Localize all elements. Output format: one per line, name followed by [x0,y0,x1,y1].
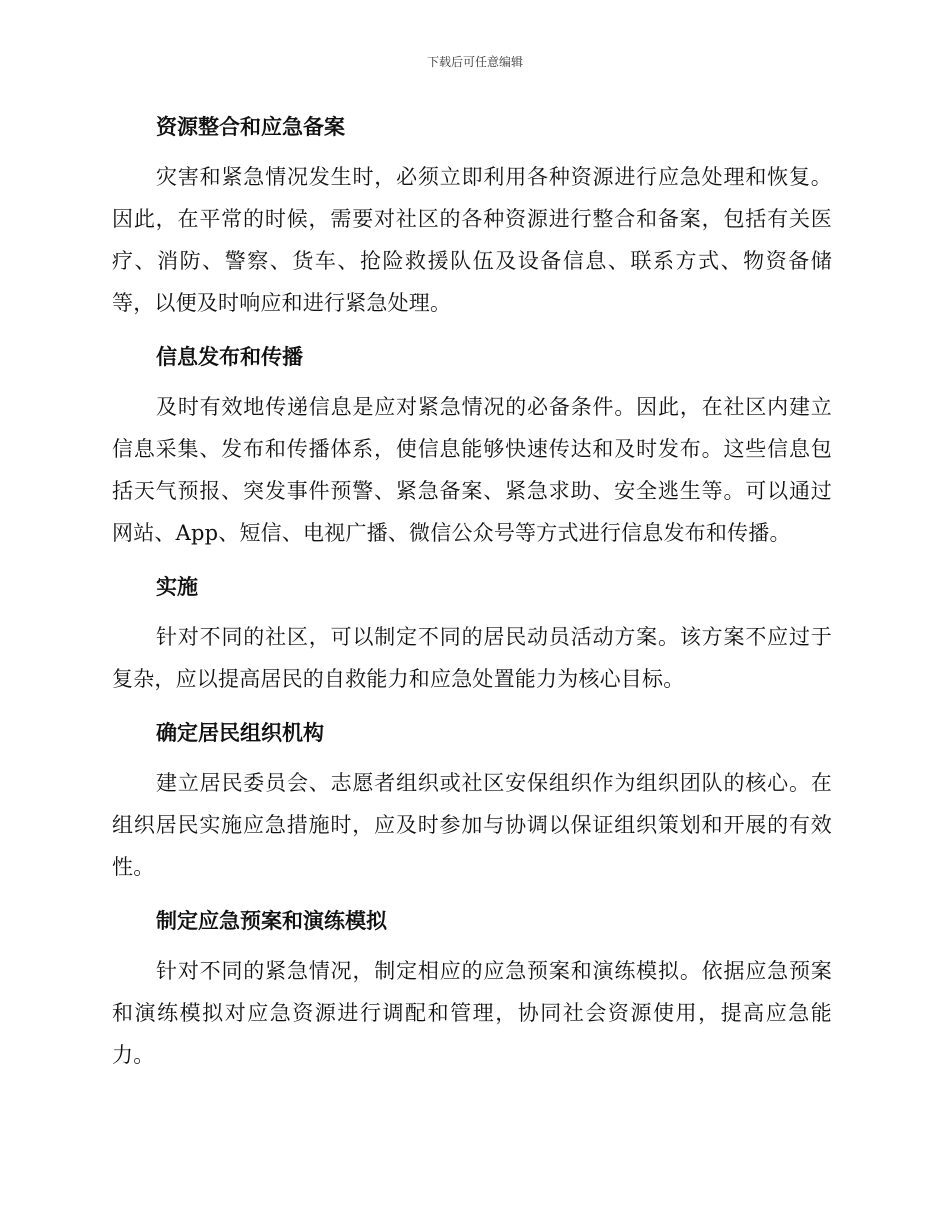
section-information-release [112,336,832,554]
section-paragraph: 针对不同的社区，可以制定不同的居民动员活动方案。该方案不应过于复杂，应以提高居民的自救能力和应急处置能力为核心目标。 [112,625,832,691]
section-emergency-plan-drill [112,900,832,1076]
section-heading: 制定应急预案和演练模拟 [156,909,387,933]
section-resource-integration [112,106,832,324]
page-header: 下载后可任意编辑 [426,55,523,69]
section-heading: 信息发布和传播 [156,345,303,369]
section-implementation [112,566,832,700]
section-paragraph: 灾害和紧急情况发生时，必须立即利用各种资源进行应急处理和恢复。因此，在平常的时候，需要对社区的各种资源进行整合和备案，包括有关医疗、消防、警察、货车、抢险救援队伍及设备信息、联系方式、物资备储等，以便及时响应和进行紧急处理。 [112,165,832,315]
section-paragraph: 建立居民委员会、志愿者组织或社区安保组织作为组织团队的核心。在组织居民实施应急措施时，应及时参加与协调以保证组织策划和开展的有效性。 [112,771,832,879]
section-heading: 资源整合和应急备案 [156,115,345,139]
document-body [112,106,832,1088]
section-heading: 确定居民组织机构 [156,721,324,745]
section-paragraph: 及时有效地传递信息是应对紧急情况的必备条件。因此，在社区内建立信息采集、发布和传播体系，使信息能够快速传达和及时发布。这些信息包括天气预报、突发事件预警、紧急备案、紧急求助、安全逃生等。可以通过网站、App、短信、电视广播、微信公众号等方式进行信息发布和传播。 [112,395,832,545]
section-heading: 实施 [156,575,198,599]
section-resident-organization [112,712,832,888]
section-paragraph: 针对不同的紧急情况，制定相应的应急预案和演练模拟。依据应急预案和演练模拟对应急资源进行调配和管理，协同社会资源使用，提高应急能力。 [112,959,832,1067]
